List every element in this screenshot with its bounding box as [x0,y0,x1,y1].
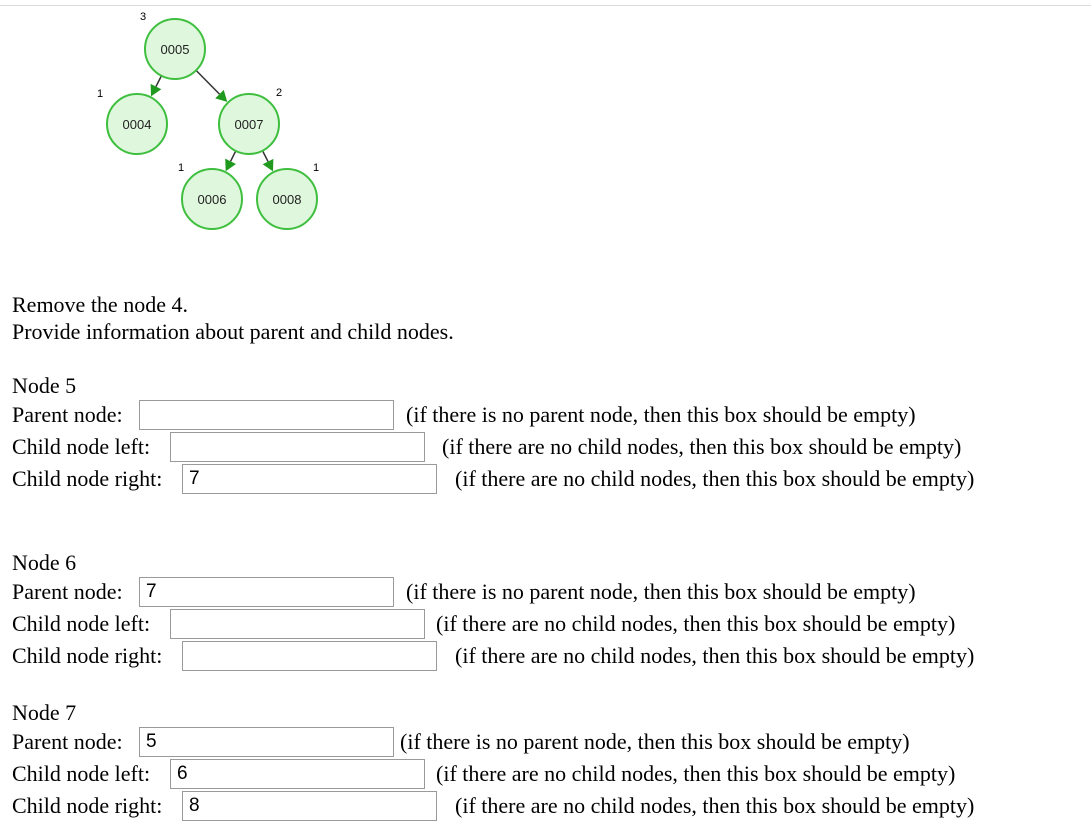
node-5-left-hint: (if there are no child nodes, then this box should be empty) [442,434,962,459]
node-7-parent-input[interactable] [139,727,394,757]
node-7-parent-hint: (if there is no parent node, then this box should be empty) [400,729,910,754]
node-5-parent-label: Parent node: [12,402,123,427]
tree-node-label: 0008 [272,192,302,207]
node-6-left-label: Child node left: [12,611,151,636]
tree-node-0005 [140,11,205,79]
tree-node-balance: 3 [139,11,147,23]
node-7-parent-label: Parent node: [12,729,123,754]
tree-node-0008 [257,162,319,229]
node-6-parent-hint: (if there is no parent node, then this box should be empty) [406,579,916,604]
node-7-right-input[interactable] [182,791,437,821]
node-6-left-hint: (if there are no child nodes, then this box should be empty) [436,611,956,636]
node-5-parent-hint: (if there is no parent node, then this box should be empty) [406,402,916,427]
node-6-right-hint: (if there are no child nodes, then this box should be empty) [455,643,975,668]
tree-node-0007 [219,87,282,154]
question-line-1: Remove the node 4. [12,292,188,317]
node-6-right-input[interactable] [182,641,437,671]
tree-node-0006 [178,162,242,229]
node-5-right-label: Child node right: [12,466,163,491]
node-5-title: Node 5 [12,373,77,398]
tree-node-balance: 1 [96,88,104,100]
question-line-2: Provide information about parent and child nodes. [12,319,454,344]
node-7-right-hint: (if there are no child nodes, then this box should be empty) [455,793,975,818]
node-5-right-input[interactable] [182,464,437,494]
node-7-left-hint: (if there are no child nodes, then this box should be empty) [436,761,956,786]
node-7-left-input[interactable] [170,759,425,789]
tree-node-balance: 1 [312,162,320,174]
node-6-right-label: Child node right: [12,643,163,668]
node-7-left-label: Child node left: [12,761,151,786]
node-7-title: Node 7 [12,700,77,725]
tree-edge-0007-0006 [231,151,236,161]
node-5-parent-input[interactable] [139,400,394,430]
tree-edge-0005-0004 [156,76,161,87]
tree-edge-0005-0007 [196,70,219,94]
node-5-left-label: Child node left: [12,434,151,459]
node-5-right-hint: (if there are no child nodes, then this box should be empty) [455,466,975,491]
avl-tree-diagram [0,0,360,250]
tree-node-label: 0007 [234,117,264,132]
tree-node-balance: 2 [275,87,283,99]
node-7-right-label: Child node right: [12,793,163,818]
node-6-parent-label: Parent node: [12,579,123,604]
node-6-title: Node 6 [12,550,77,575]
node-6-parent-input[interactable] [139,577,394,607]
tree-node-label: 0004 [122,117,152,132]
tree-node-label: 0006 [197,192,227,207]
tree-node-label: 0005 [160,42,190,57]
node-5-left-input[interactable] [170,432,425,462]
tree-edge-0007-0008 [263,151,268,162]
tree-node-balance: 1 [177,162,185,174]
tree-node-0004 [97,88,167,154]
node-6-left-input[interactable] [170,609,425,639]
